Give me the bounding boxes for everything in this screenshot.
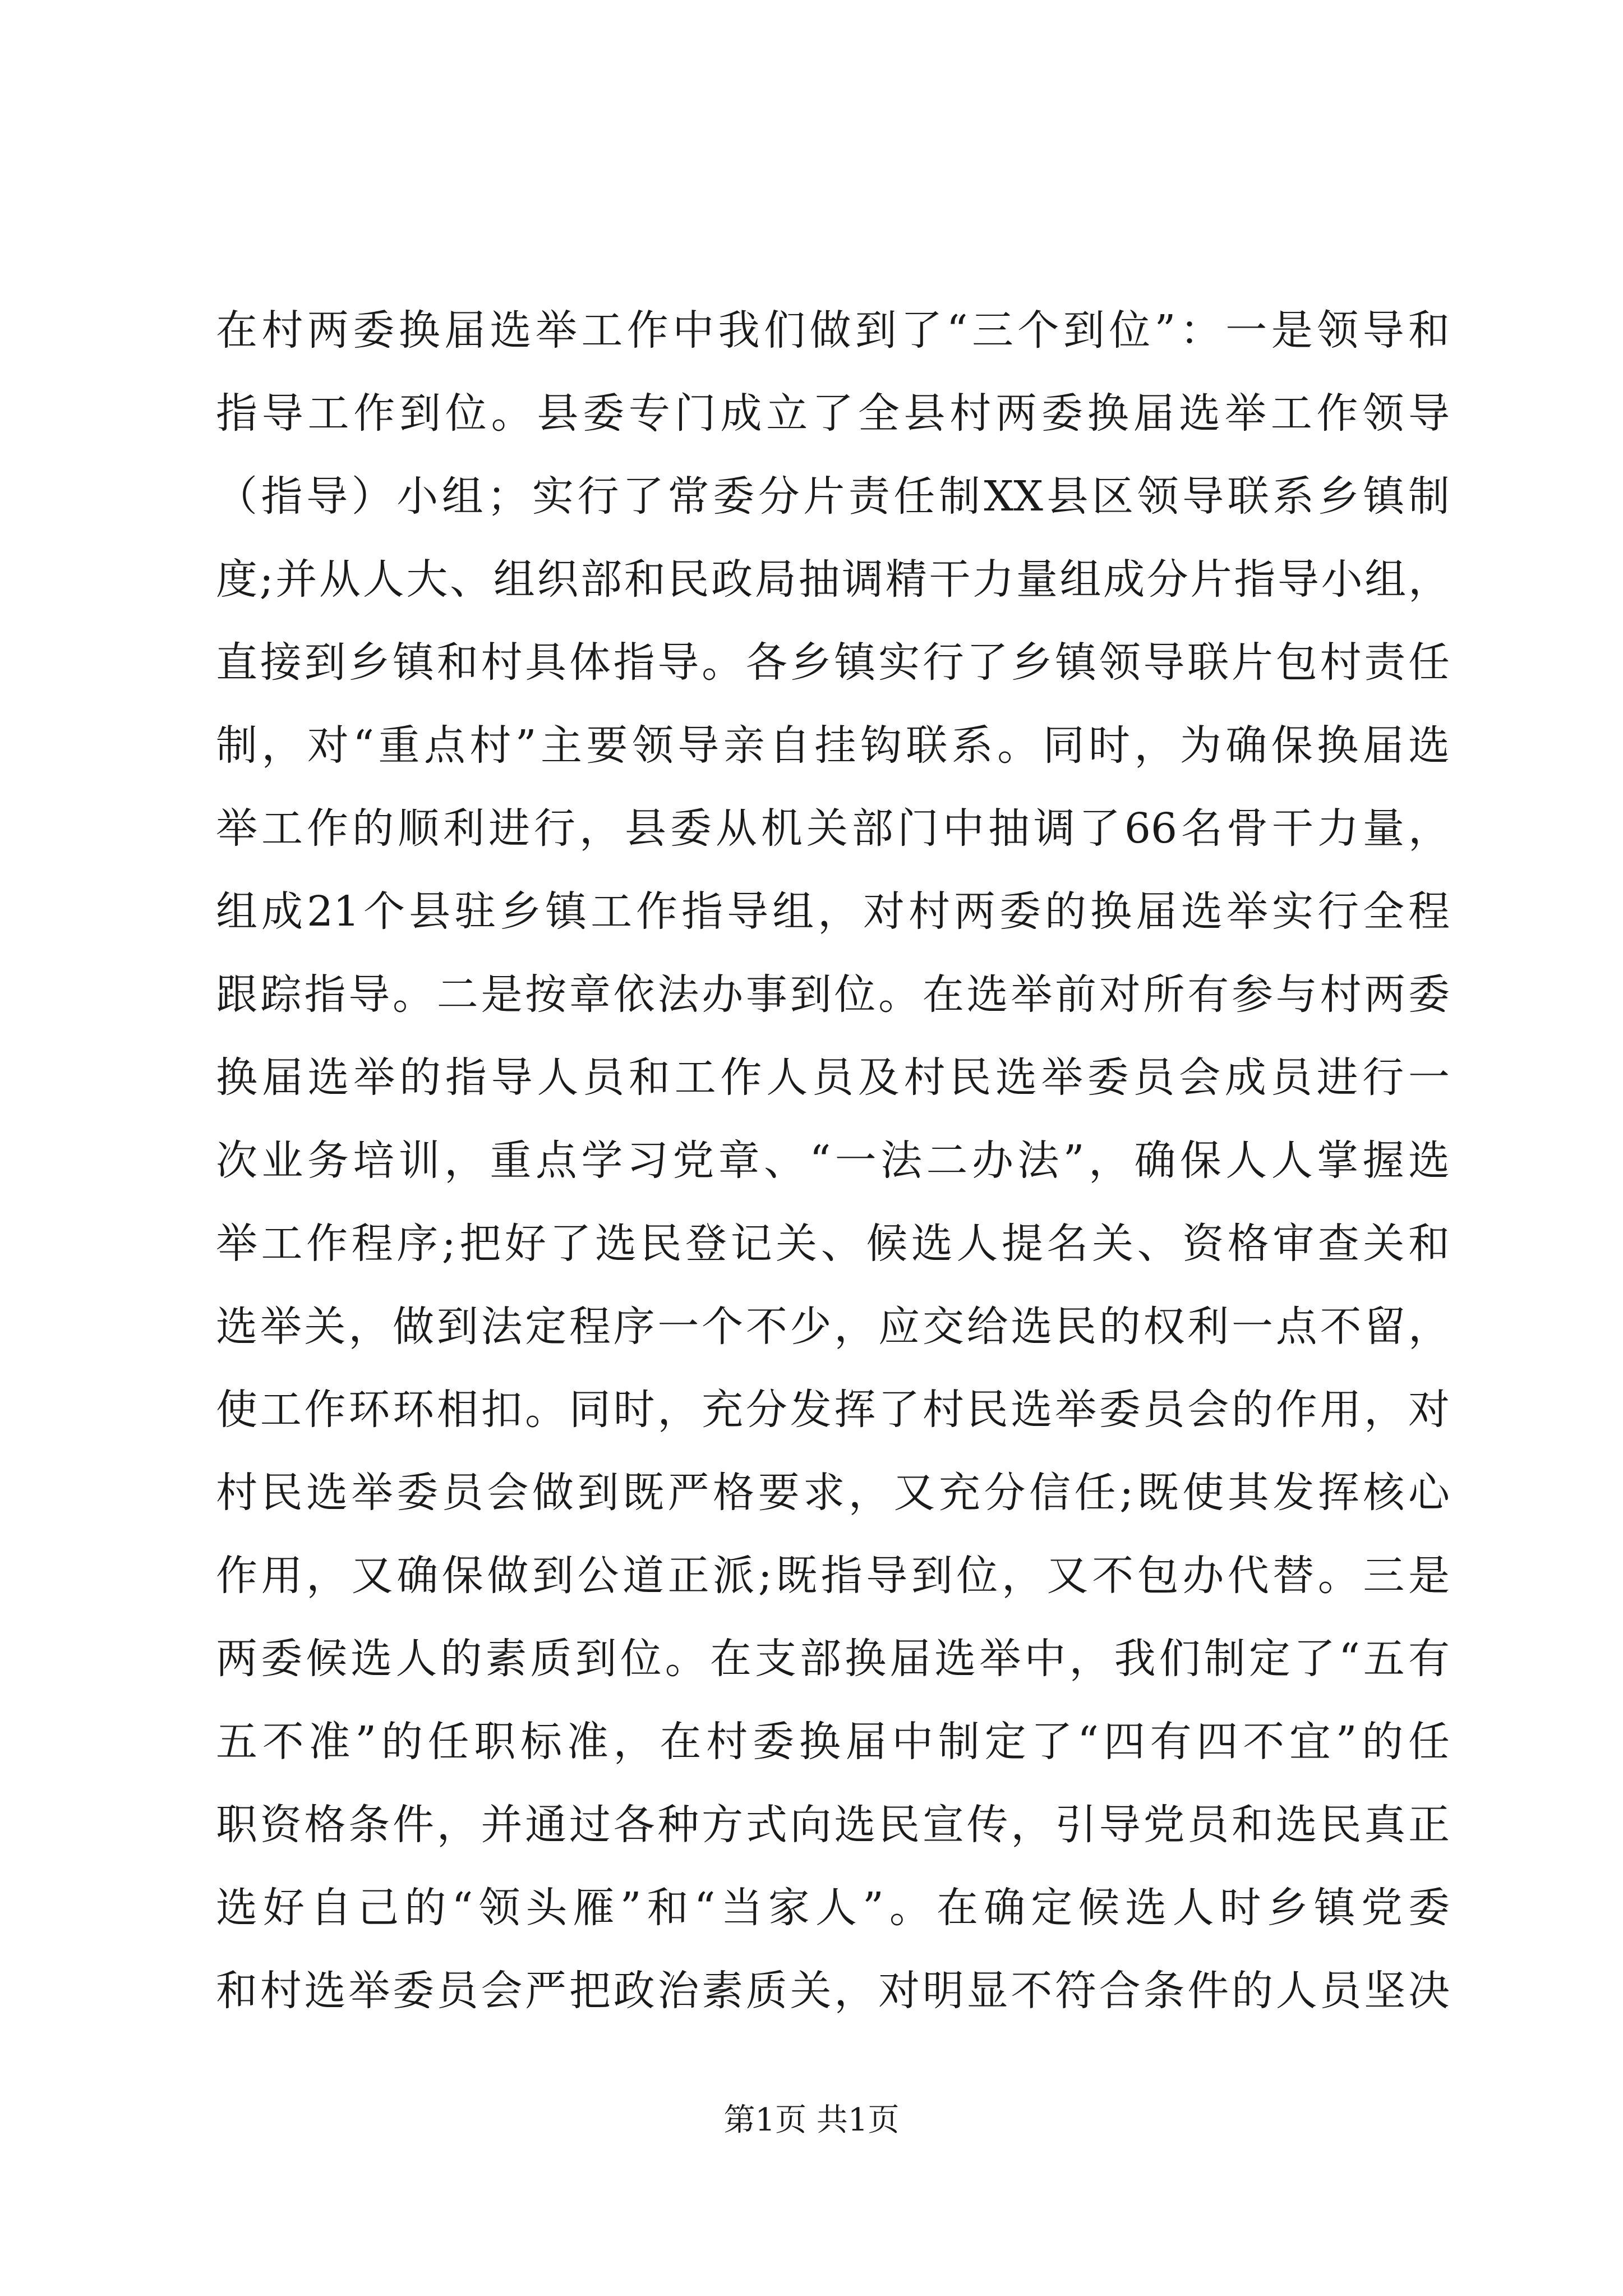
- text-line: 度;并从人大、组织部和民政局抽调精干力量组成分片指导小组，: [216, 555, 1450, 604]
- text-line: 两委候选人的素质到位。在支部换届选举中，我们制定了“五有: [216, 1635, 1450, 1683]
- text-line: 职资格条件，并通过各种方式向选民宣传，引导党员和选民真正: [216, 1801, 1450, 1849]
- page-number-footer: 第1页 共1页: [723, 2102, 900, 2138]
- text-line: 选好自己的“领头雁”和“当家人”。在确定候选人时乡镇党委: [216, 1884, 1450, 1932]
- text-line: 五不准”的任职标准，在村委换届中制定了“四有四不宜”的任: [216, 1718, 1450, 1766]
- text-line: 在村两委换届选举工作中我们做到了“三个到位”：一是领导和: [216, 306, 1450, 355]
- text-line: 和村选举委员会严把政治素质关，对明显不符合条件的人员坚决: [216, 1967, 1450, 2015]
- text-line: 组成21个县驻乡镇工作指导组，对村两委的换届选举实行全程: [216, 887, 1450, 936]
- text-line: （指导）小组；实行了常委分片责任制XX县区领导联系乡镇制: [216, 472, 1450, 521]
- text-line: 指导工作到位。县委专门成立了全县村两委换届选举工作领导: [216, 389, 1450, 438]
- body-paragraph: [216, 289, 1450, 2032]
- text-line: 村民选举委员会做到既严格要求，又充分信任;既使其发挥核心: [216, 1469, 1450, 1517]
- text-line: 作用，又确保做到公道正派;既指导到位，又不包办代替。三是: [216, 1552, 1450, 1600]
- text-line: 举工作程序;把好了选民登记关、候选人提名关、资格审查关和: [216, 1220, 1450, 1268]
- text-line: 次业务培训，重点学习党章、“一法二办法”，确保人人掌握选: [216, 1137, 1450, 1185]
- text-line: 使工作环环相扣。同时，充分发挥了村民选举委员会的作用，对: [216, 1386, 1450, 1434]
- text-line: 直接到乡镇和村具体指导。各乡镇实行了乡镇领导联片包村责任: [216, 638, 1450, 687]
- text-line: 举工作的顺利进行，县委从机关部门中抽调了66名骨干力量，: [216, 804, 1450, 853]
- text-line: 跟踪指导。二是按章依法办事到位。在选举前对所有参与村两委: [216, 970, 1450, 1019]
- text-line: 制，对“重点村”主要领导亲自挂钩联系。同时，为确保换届选: [216, 721, 1450, 770]
- text-line: 选举关，做到法定程序一个不少，应交给选民的权利一点不留，: [216, 1303, 1450, 1351]
- text-line: 换届选举的指导人员和工作人员及村民选举委员会成员进行一: [216, 1053, 1450, 1102]
